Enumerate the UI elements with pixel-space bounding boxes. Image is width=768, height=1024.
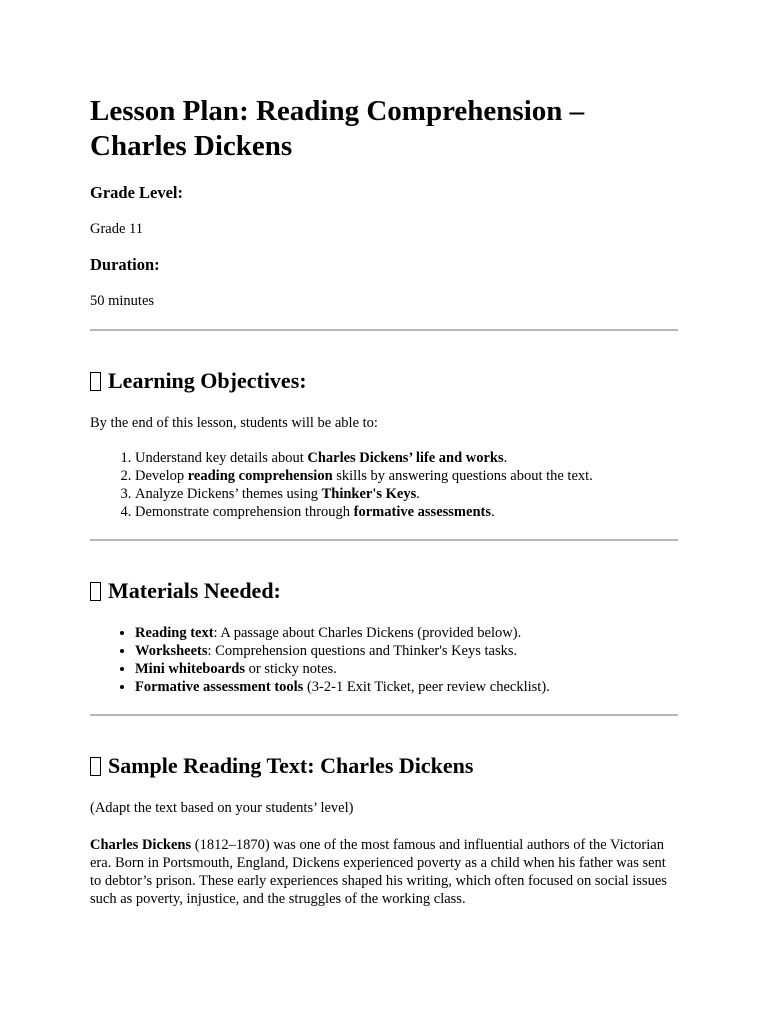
objective-text: Understand key details about [135,450,308,466]
reading-heading [90,752,678,779]
material-bold: Reading text [135,625,214,641]
grade-level-label: Grade Level: [90,183,184,202]
objective-text-end: . [416,486,420,502]
objective-bold: reading comprehension [187,468,333,484]
objectives-heading-text: Learning Objectives: [108,368,307,393]
objective-text: Develop [135,468,188,484]
grade-level-value: Grade 11 [90,221,144,237]
objectives-intro: By the end of this lesson, students will be able to: [90,415,378,431]
list-item [135,642,678,660]
objective-text-end: . [490,504,495,520]
objective-bold: Charles Dickens’ life and works [307,450,504,466]
material-text: or sticky notes. [244,661,337,677]
section-divider [90,714,678,716]
materials-heading [90,577,678,604]
objective-text: Analyze Dickens’ themes using [135,486,322,502]
objective-text-end: . [503,450,508,466]
section-divider [90,329,678,331]
duration-value: 50 minutes [90,293,155,309]
list-item [135,467,678,485]
objectives-list [90,449,678,521]
list-item [135,449,678,467]
section-divider [90,539,678,541]
page-title: Lesson Plan: Reading Comprehension – Charles Dickens [90,95,585,162]
reading-paragraph-bold: Charles Dickens [90,837,192,853]
material-bold: Worksheets [135,643,208,659]
objective-text-end: skills by answering questions about the text. [332,468,593,484]
missing-glyph-box-icon [90,372,101,391]
material-bold: Mini whiteboards [135,661,245,677]
list-item [135,678,678,696]
list-item [135,485,678,503]
list-item [135,660,678,678]
reading-note: (Adapt the text based on your students’ level) [90,800,354,816]
list-item [135,503,678,521]
duration-label: Duration: [90,255,160,274]
material-text: : Comprehension questions and Thinker's Keys tasks. [207,643,518,659]
materials-list [90,624,678,696]
objective-bold: Thinker's Keys [321,486,417,502]
missing-glyph-box-icon [90,757,101,776]
reading-heading-text: Sample Reading Text: Charles Dickens [108,753,474,778]
objective-bold: formative assessments [353,504,491,520]
material-bold: Formative assessment tools [135,679,304,695]
material-text: : A passage about Charles Dickens (provided below). [213,625,522,641]
list-item [135,624,678,642]
reading-paragraph-text: (1812–1870) was one of the most famous and influential authors of the Victorian era. Born in Portsmouth, England, Dickens experienced poverty as a child when his father was sent to debtor’s prison. These early experiences shaped his writing, which often focused on social issues such as poverty, injustice, and the struggles of the working class. [90,837,667,907]
missing-glyph-box-icon [90,582,101,601]
objective-text: Demonstrate comprehension through [135,504,354,520]
material-text: (3-2-1 Exit Ticket, peer review checklist). [303,679,550,695]
reading-paragraph [90,836,678,908]
materials-heading-text: Materials Needed: [108,578,281,603]
objectives-heading [90,367,678,394]
